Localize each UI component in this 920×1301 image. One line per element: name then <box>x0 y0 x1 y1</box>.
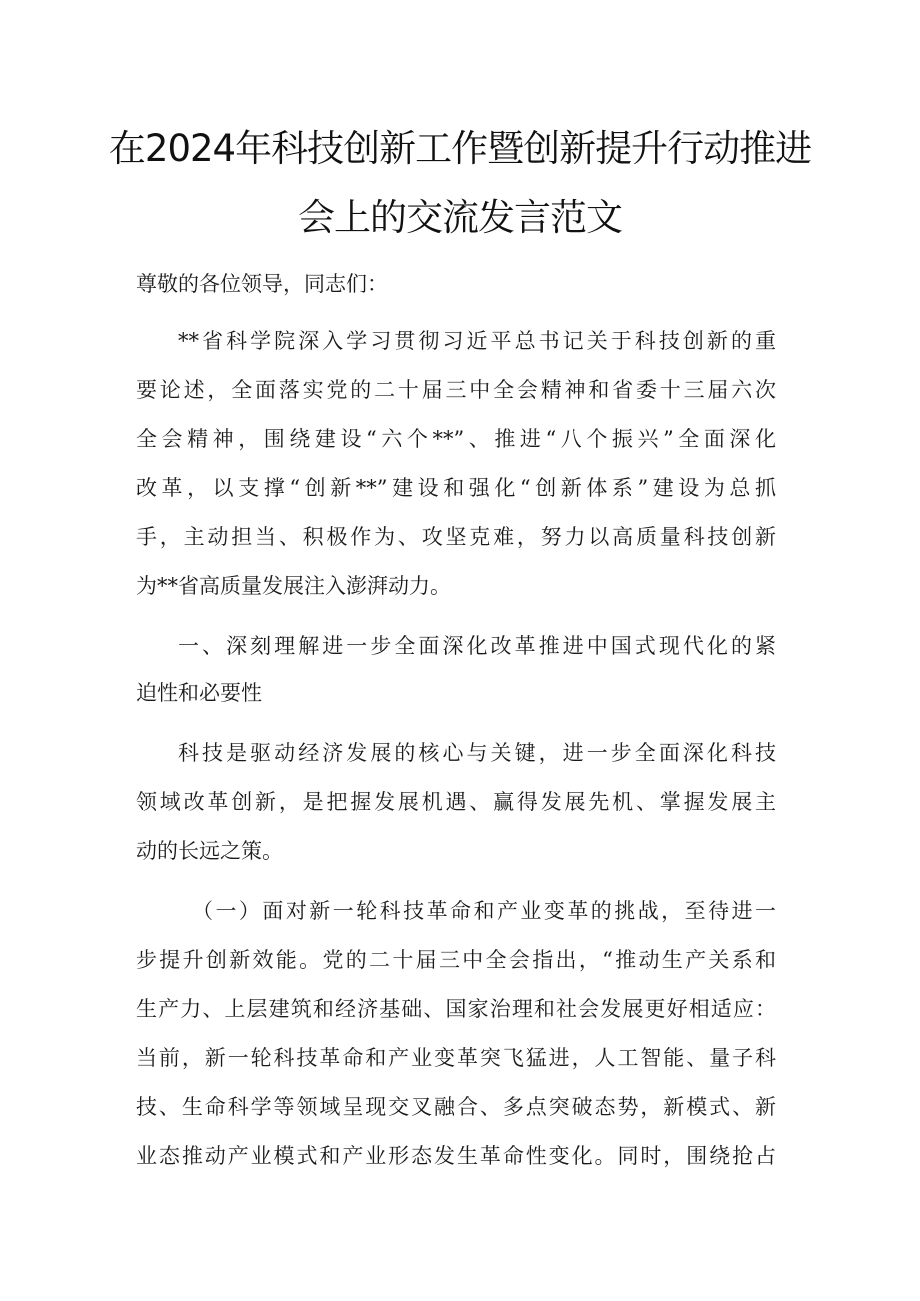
paragraph-line: 领域改革创新，是把握发展机遇、赢得发展先机、掌握发展主 <box>136 790 776 814</box>
paragraph-line: 动的长远之策。 <box>136 839 283 863</box>
paragraph-line: 生产力、上层建筑和经济基础、国家治理和社会发展更好相适应： <box>136 997 776 1021</box>
paragraph-line: 为**省高质量发展注入澎湃动力。 <box>136 574 451 598</box>
paragraph-line: 改革，以支撑“创新**”建设和强化“创新体系”建设为总抓 <box>136 476 776 500</box>
salutation: 尊敬的各位领导，同志们： <box>136 272 388 296</box>
paragraph-line: **省科学院深入学习贯彻习近平总书记关于科技创新的重 <box>178 329 776 353</box>
paragraph-line: （一）面对新一轮科技革命和产业变革的挑战，至待进一 <box>192 899 776 923</box>
heading-line: 一、深刻理解进一步全面深化改革推进中国式现代化的紧 <box>178 634 776 658</box>
document-title-line-1: 在2024年科技创新工作暨创新提升行动推进 <box>108 127 812 170</box>
paragraph-line: 要论述，全面落实党的二十届三中全会精神和省委十三届六次 <box>136 378 776 402</box>
paragraph-line: 步提升创新效能。党的二十届三中全会指出，“推动生产关系和 <box>136 948 776 972</box>
heading-line: 迫性和必要性 <box>136 681 262 705</box>
paragraph-line: 技、生命科学等领域呈现交叉融合、多点突破态势，新模式、新 <box>136 1095 776 1119</box>
paragraph-line: 业态推动产业模式和产业形态发生革命性变化。同时，围绕抢占 <box>136 1144 776 1168</box>
paragraph-line: 科技是驱动经济发展的核心与关键，进一步全面深化科技 <box>178 741 776 765</box>
paragraph-line: 全会精神，围绕建设“六个**”、推进“八个振兴”全面深化 <box>136 427 776 451</box>
paragraph-line: 手，主动担当、积极作为、攻坚克难，努力以高质量科技创新 <box>136 525 776 549</box>
document-title-line-2: 会上的交流发言范文 <box>298 196 622 239</box>
paragraph-line: 当前，新一轮科技革命和产业变革突飞猛进，人工智能、量子科 <box>136 1046 776 1070</box>
